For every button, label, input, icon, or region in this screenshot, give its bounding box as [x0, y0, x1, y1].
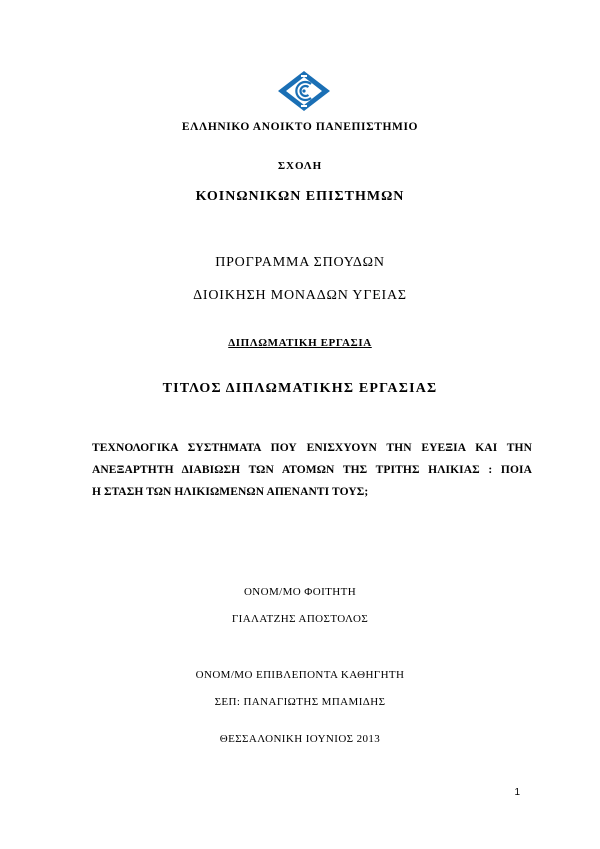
thesis-title-line-2: ΑΝΕΞΑΡΤΗΤΗ ΔΙΑΒΙΩΣΗ ΤΩΝ ΑΤΟΜΩΝ ΤΗΣ ΤΡΙΤΗΣ ΗΛΙΚΙΑΣ : ΠΟΙΑ	[92, 464, 532, 476]
supervisor-name: ΣΕΠ: ΠΑΝΑΓΙΩΤΗΣ ΜΠΑΜΙΔΗΣ	[214, 696, 386, 708]
program-label: ΠΡΟΓΡΑΜΜΑ ΣΠΟΥΔΩΝ	[215, 255, 385, 270]
thesis-title-line-3: Η ΣΤΑΣΗ ΤΩΝ ΗΛΙΚΙΩΜΕΝΩΝ ΑΠΕΝΑΝΤΙ ΤΟΥΣ;	[92, 486, 369, 498]
school-label: ΣΧΟΛΗ	[277, 160, 323, 172]
page-number: 1	[514, 787, 520, 798]
place-date: ΘΕΣΣΑΛΟΝΙΚΗ ΙΟΥΝΙΟΣ 2013	[219, 733, 381, 745]
thesis-title	[92, 437, 532, 503]
student-label: ΟΝΟΜ/ΜΟ ΦΟΙΤΗΤΗ	[243, 586, 357, 598]
university-name: ΕΛΛΗΝΙΚΟ ΑΝΟΙΚΤΟ ΠΑΝΕΠΙΣΤΗΜΙΟ	[181, 121, 419, 133]
thesis-label: ΔΙΠΛΩΜΑΤΙΚΗ ΕΡΓΑΣΙΑ	[228, 337, 372, 349]
student-name: ΓΙΑΛΑΤΖΗΣ ΑΠΟΣΤΟΛΟΣ	[231, 613, 369, 625]
thesis-title-line-1: ΤΕΧΝΟΛΟΓΙΚΑ ΣΥΣΤΗΜΑΤΑ ΠΟΥ ΕΝΙΣΧΥΟΥΝ ΤΗΝ ΕΥΕΞΙΑ ΚΑΙ ΤΗΝ	[92, 442, 532, 454]
thesis-title-label: ΤΙΤΛΟΣ ΔΙΠΛΩΜΑΤΙΚΗΣ ΕΡΓΑΣΙΑΣ	[162, 381, 438, 396]
supervisor-label: ΟΝΟΜ/ΜΟ ΕΠΙΒΛΕΠΟΝΤΑ ΚΑΘΗΓΗΤΗ	[195, 669, 405, 681]
university-logo-icon	[278, 71, 330, 111]
school-name: ΚΟΙΝΩΝΙΚΩΝ ΕΠΙΣΤΗΜΩΝ	[195, 189, 405, 204]
program-name: ΔΙΟΙΚΗΣΗ ΜΟΝΑΔΩΝ ΥΓΕΙΑΣ	[193, 288, 407, 303]
